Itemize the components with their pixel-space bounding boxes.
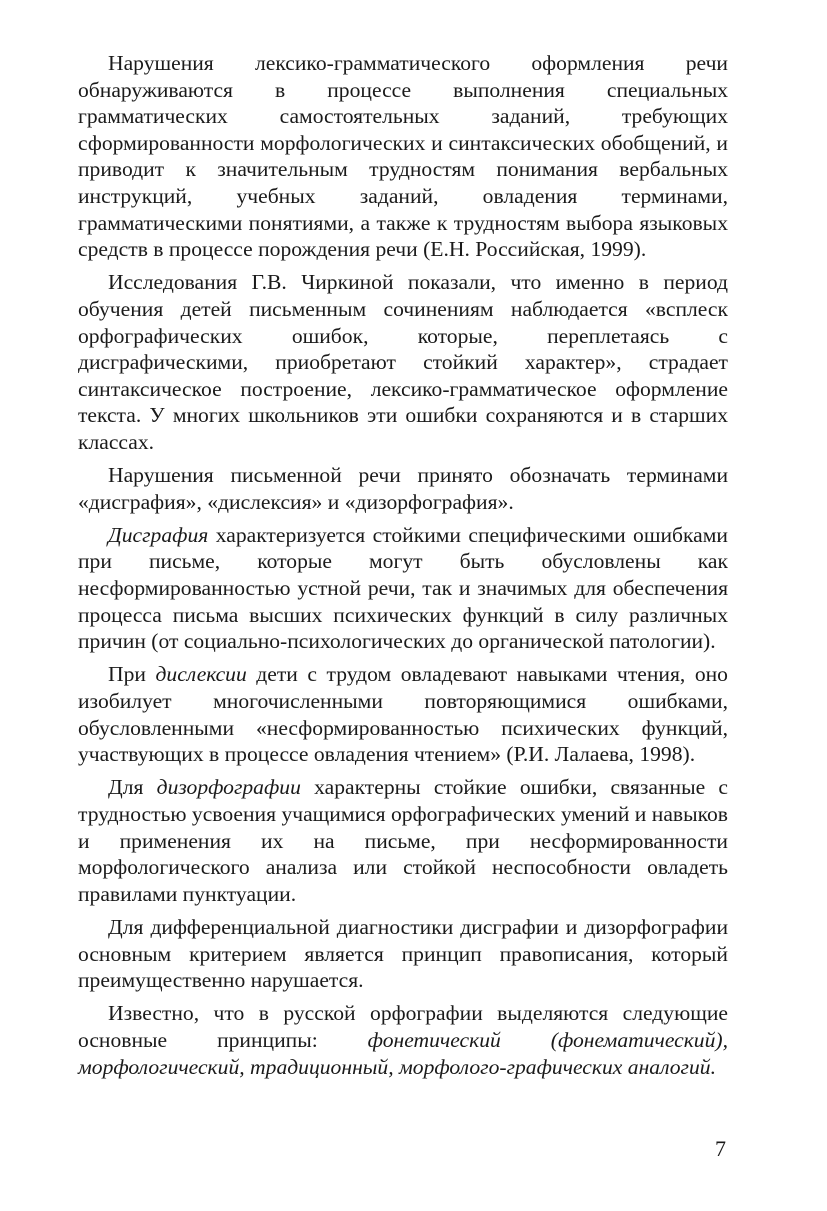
spelling-principles-list: фонетический (фонематический), морфологический, традиционный, морфолого-графических аналогий. [78,1027,728,1079]
term-dyslexia: дислексии [155,662,247,687]
text-run: характеризуется стойкими специфическими ошибками при письме, которые могут быть обусловлены как несформированностью устной речи, так и значимых для обеспечения процесса письма высших психических функций в силу различных причин (от социально-психологических до органической патологии). [78,522,728,654]
text-run: дети с трудом овладевают навыками чтения, оно изобилует многочисленными повторяющимися ошибками, обусловленными «несформированностью психических функций, участвующих в процессе овладения чтением» (Р.И. Лалаева, 1998). [78,662,728,767]
paragraph-1 [78,50,728,263]
text-run: Исследования Г.В. Чиркиной показали, что именно в период обучения детей письменным сочинениям наблюдается «всплеск орфографических ошибок, которые, переплетаясь с дисграфическими, приобретают стойкий характер», страдает синтаксическое построение, лексико-грамматическое оформление текста. У многих школьников эти ошибки сохраняются и в старших классах. [78,270,728,454]
text-run: При [108,662,156,687]
paragraph-3 [78,462,728,515]
text-run: Для [108,775,157,800]
term-dysgraphia: Дисграфия [108,522,209,547]
paragraph-6 [78,774,728,907]
term-dysorthography: дизорфографии [156,775,301,800]
paragraph-8 [78,1000,728,1080]
text-run: Известно, что в русской орфографии выделяются следующие основные принципы: [78,1001,728,1052]
text-run: Нарушения лексико-грамматического оформления речи обнаруживаются в процессе выполнения специальных грамматических самостоятельных заданий, требующих сформированности морфологических и синтаксических обобщений, и приводит к значительным трудностям понимания вербальных инструкций, учебных заданий, овладения терминами, грамматическими понятиями, а также к трудностям выбора языковых средств в процессе порождения речи (Е.Н. Российская, 1999). [78,51,728,262]
page-body [78,50,728,1080]
paragraph-5 [78,661,728,767]
page-number: 7 [715,1136,726,1161]
text-run: Для дифференциальной диагностики дисграфии и дизорфографии основным критерием является принцип правописания, который преимущественно нарушается. [78,914,728,993]
paragraph-7 [78,914,728,994]
paragraph-4 [78,522,728,655]
text-run: характерны стойкие ошибки, связанные с трудностью усвоения учащимися орфографических умений и навыков и применения их на письме, при несформированности морфологического анализа или стойкой неспособности овладеть правилами пунктуации. [78,775,728,906]
text-run: Нарушения письменной речи принято обозначать терминами «дисграфия», «дислексия» и «дизорфография». [78,463,728,514]
paragraph-2 [78,269,728,455]
